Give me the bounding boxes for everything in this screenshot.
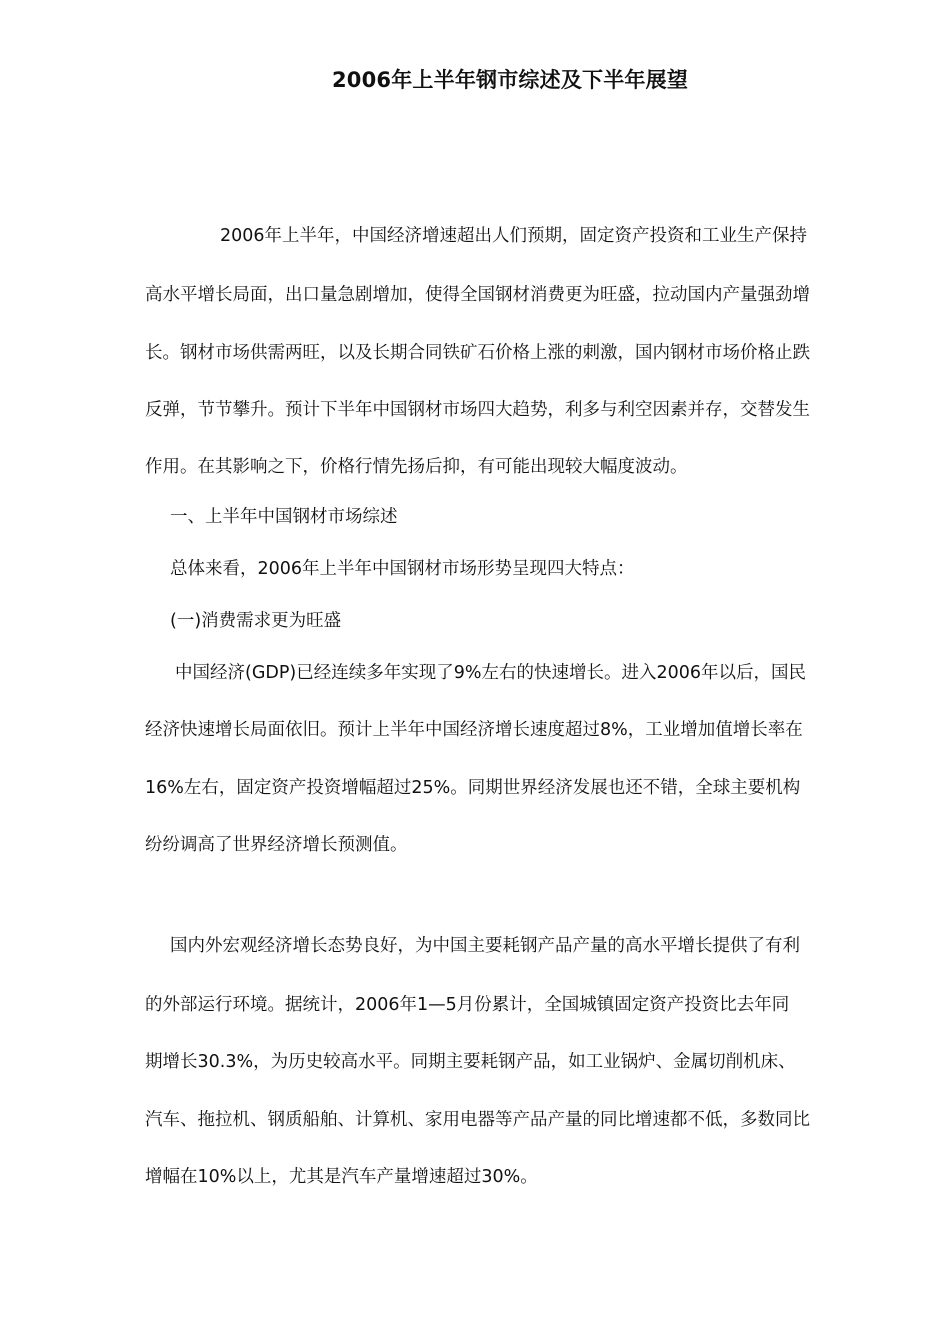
summary-line: 总体来看，2006年上半年中国钢材市场形势呈现四大特点： <box>170 559 635 579</box>
subheading: (一)消费需求更为旺盛 <box>170 611 342 631</box>
paragraph-line: 高水平增长局面，出口量急剧增加，使得全国钢材消费更为旺盛，拉动国内产量强劲增 <box>145 285 810 305</box>
paragraph-line: 中国经济(GDP)已经连续多年实现了9%左右的快速增长。进入2006年以后，国民 <box>175 663 807 683</box>
paragraph-line: 纷纷调高了世界经济增长预测值。 <box>145 835 408 855</box>
paragraph-line: 的外部运行环境。据统计，2006年1—5月份累计，全国城镇固定资产投资比去年同 <box>145 995 790 1015</box>
paragraph-line: 增幅在10%以上，尤其是汽车产量增速超过30%。 <box>145 1167 538 1187</box>
paragraph-line: 16%左右，固定资产投资增幅超过25%。同期世界经济发展也还不错，全球主要机构 <box>145 778 801 798</box>
paragraph-line: 期增长30.3%，为历史较高水平。同期主要耗钢产品，如工业锅炉、金属切削机床、 <box>145 1052 796 1072</box>
section-heading: 一、上半年中国钢材市场综述 <box>170 507 398 527</box>
paragraph-line: 国内外宏观经济增长态势良好，为中国主要耗钢产品产量的高水平增长提供了有利 <box>170 936 800 956</box>
paragraph-line: 2006年上半年，中国经济增速超出人们预期，固定资产投资和工业生产保持 <box>220 226 808 246</box>
paragraph-line: 反弹，节节攀升。预计下半年中国钢材市场四大趋势，利多与利空因素并存，交替发生 <box>145 400 810 420</box>
paragraph-line: 长。钢材市场供需两旺，以及长期合同铁矿石价格上涨的刺激，国内钢材市场价格止跌 <box>145 343 810 363</box>
paragraph-line: 作用。在其影响之下，价格行情先扬后抑，有可能出现较大幅度波动。 <box>145 457 688 477</box>
paragraph-line: 经济快速增长局面依旧。预计上半年中国经济增长速度超过8%，工业增加值增长率在 <box>145 720 803 740</box>
document-title: 2006年上半年钢市综述及下半年展望 <box>331 68 689 92</box>
paragraph-line: 汽车、拖拉机、钢质船舶、计算机、家用电器等产品产量的同比增速都不低，多数同比 <box>145 1110 810 1130</box>
